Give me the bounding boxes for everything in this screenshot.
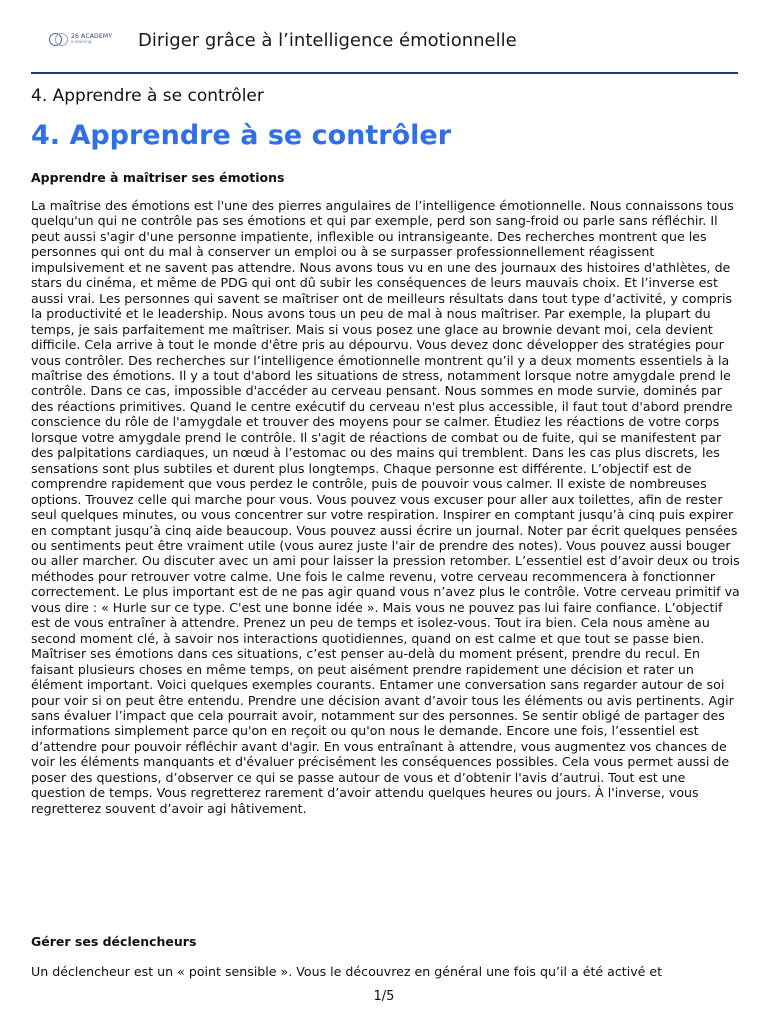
logo-subtitle: e-learning <box>71 39 92 44</box>
header-title: Diriger grâce à l’intelligence émotionnelle <box>138 30 517 51</box>
body-paragraph-1: La maîtrise des émotions est l'une des pierres angulaires de l’intelligence émotionnelle. Nous connaissons tous quelqu'un qui ne contrôle pas ses émotions et qui par exemple, perd son sang-froid ou parle sans réfléchir. Il peut aussi s'agir d'une personne impatiente, inflexible ou intransigeante. Des recherches montrent que les personnes qui ont du mal à conserver un emploi ou à se surpasser professionnellement réagissent impulsivement et ne savent pas attendre. Nous avons tous vu en une des journaux des histoires d'athlètes, de stars du cinéma, et même de PDG qui ont dû subir les conséquences de leurs mauvais choix. Et l’inverse est aussi vrai. Les personnes qui savent se maîtriser ont de meilleurs résultats dans tout type d’activité, y compris la productivité et le leadership. Nous avons tous un peu de mal à nous maîtriser. Par exemple, la plupart du temps, je sais parfaitement me maîtriser. Mais si vous posez une glace au brownie devant moi, cela devient difficile. Cela arrive à tout le monde d'être pris au dépourvu. Vous devez donc développer des stratégies pour vous contrôler. Des recherches sur l’intelligence émotionnelle montrent qu’il y a deux moments essentiels à la maîtrise des émotions. Il y a tout d'abord les situations de stress, notamment lorsque notre amygdale prend le contrôle. Dans ce cas, impossible d'accéder au cerveau pensant. Nous sommes en mode survie, dominés par des réactions primitives. Quand le centre exécutif du cerveau n'est plus accessible, il faut tout d'abord prendre conscience du rôle de l'amygdale et trouver des moyens pour se calmer. Étudiez les réactions de votre corps lorsque votre amygdale prend le contrôle. Il s'agit de réactions de combat ou de fuite, qui se manifestent par des palpitations cardiaques, un nœud à l’estomac ou des mains qui tremblent. Dans les cas plus discrets, les sensations sont plus subtiles et durent plus longtemps. Chaque personne est différente. L’objectif est de comprendre rapidement que vous perdez le contrôle, puis de pouvoir vous calmer. Il existe de nombreuses options. Trouvez celle qui marche pour vous. Vous pouvez vous excuser pour aller aux toilettes, afin de rester seul quelques minutes, ou vous concentrer sur votre respiration. Inspirer en comptant jusqu’à cinq puis expirer en comptant jusqu’à cinq aide beaucoup. Vous pouvez aussi écrire un journal. Noter par écrit quelques pensées ou sentiments peut être vraiment utile (vous aurez juste l'air de prendre des notes). Vous pouvez aussi bouger ou aller marcher. Ou discuter avec un ami pour laisser la pression retomber. L’essentiel est d’avoir deux ou trois méthodes pour retrouver votre calme. Une fois le calme revenu, votre cerveau recommencera à fonctionner correctement. Le plus important est de ne pas agir quand vous n’avez plus le contrôle. Votre cerveau primitif va vous dire : « Hurle sur ce type. C'est une bonne idée ». Mais vous ne pouvez pas lui faire confiance. L’objectif est de vous entraîner à attendre. Prenez un peu de temps et isolez-vous. Tout ira bien. Cela nous amène au second moment clé, à savoir nos interactions quotidiennes, quand on est calme et que tout se passe bien. Maîtriser ses émotions dans ces situations, c’est penser au-delà du moment présent, prendre du recul. En faisant plusieurs choses en même temps, on peut aisément prendre rapidement une décision et rater un élément important. Voici quelques exemples courants. Entamer une conversation sans regarder autour de soi pour voir si on peut être entendu. Prendre une décision avant d’avoir tous les éléments ou avis pertinents. Agir sans évaluer l’impact que cela pourrait avoir, notamment sur des personnes. Se sentir obligé de partager des informations simplement parce qu'on en reçoit ou qu'on nous le demande. Encore une fois, l’essentiel est d’attendre pour pouvoir réfléchir avant d'agir. En vous entraînant à attendre, vous augmentez vos chances de voir les éléments manquants et d'évaluer précisément les conséquences possibles. Cela vous permet aussi de poser des questions, d’observer ce qui se passe autour de vous et d’obtenir l'avis d’autrui. Tout est une question de temps. Vous regretterez rarement d’avoir attendu quelques heures ou jours. À l'inverse, vous regretterez souvent d’avoir agi hâtivement. <box>31 198 740 816</box>
page-number: 1/5 <box>373 989 395 1004</box>
page-header <box>31 0 738 74</box>
subheading-triggers: Gérer ses déclencheurs <box>31 934 197 949</box>
logo-mark-icon <box>49 32 67 46</box>
academy-logo <box>49 32 112 46</box>
logo-name: 26 ACADEMY <box>71 33 113 40</box>
subheading-emotions: Apprendre à maîtriser ses émotions <box>31 170 285 185</box>
page-title: 4. Apprendre à se contrôler <box>31 120 452 151</box>
section-heading: 4. Apprendre à se contrôler <box>31 86 264 106</box>
body-paragraph-2: Un déclencheur est un « point sensible ». Vous le découvrez en général une fois qu’il a été activé et <box>31 964 663 979</box>
